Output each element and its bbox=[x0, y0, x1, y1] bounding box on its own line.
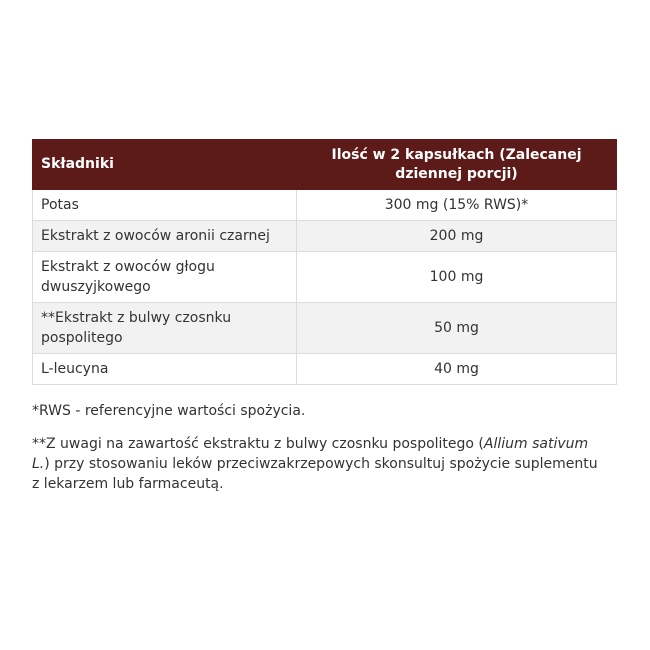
garlic-latin-name: Allium sativum L. bbox=[32, 436, 589, 472]
supplement-facts-section bbox=[32, 139, 616, 494]
rws-footnote: *RWS - referencyjne wartości spożycia. bbox=[32, 403, 306, 419]
table-row bbox=[33, 252, 617, 303]
ingredients-table bbox=[32, 139, 617, 385]
garlic-warning-footnote bbox=[32, 434, 602, 494]
garlic-note-text-start: **Z uwagi na zawartość ekstraktu z bulwy czosnku pospolitego ( bbox=[32, 436, 484, 452]
table-row bbox=[33, 190, 617, 221]
ingredient-amount: 300 mg (15% RWS)* bbox=[297, 190, 617, 221]
garlic-note-text-end: ) przy stosowaniu leków przeciwzakrzepowych skonsultuj spożycie suplementu z lekarzem lub farmaceutą. bbox=[32, 456, 598, 492]
ingredient-name: Ekstrakt z owoców aronii czarnej bbox=[33, 221, 297, 252]
ingredient-amount: 50 mg bbox=[297, 303, 617, 354]
ingredient-amount: 100 mg bbox=[297, 252, 617, 303]
ingredient-amount: 40 mg bbox=[297, 354, 617, 385]
table-row bbox=[33, 354, 617, 385]
ingredient-name: L-leucyna bbox=[33, 354, 297, 385]
header-amount: Ilość w 2 kapsułkach (Zalecanej dziennej porcji) bbox=[297, 140, 617, 190]
table-header-row bbox=[33, 140, 617, 190]
table-row bbox=[33, 221, 617, 252]
ingredient-name: **Ekstrakt z bulwy czosnku pospolitego bbox=[33, 303, 297, 354]
ingredient-name: Ekstrakt z owoców głogu dwuszyjkowego bbox=[33, 252, 297, 303]
header-ingredients: Składniki bbox=[33, 140, 297, 190]
ingredient-name: Potas bbox=[33, 190, 297, 221]
ingredient-amount: 200 mg bbox=[297, 221, 617, 252]
table-row bbox=[33, 303, 617, 354]
